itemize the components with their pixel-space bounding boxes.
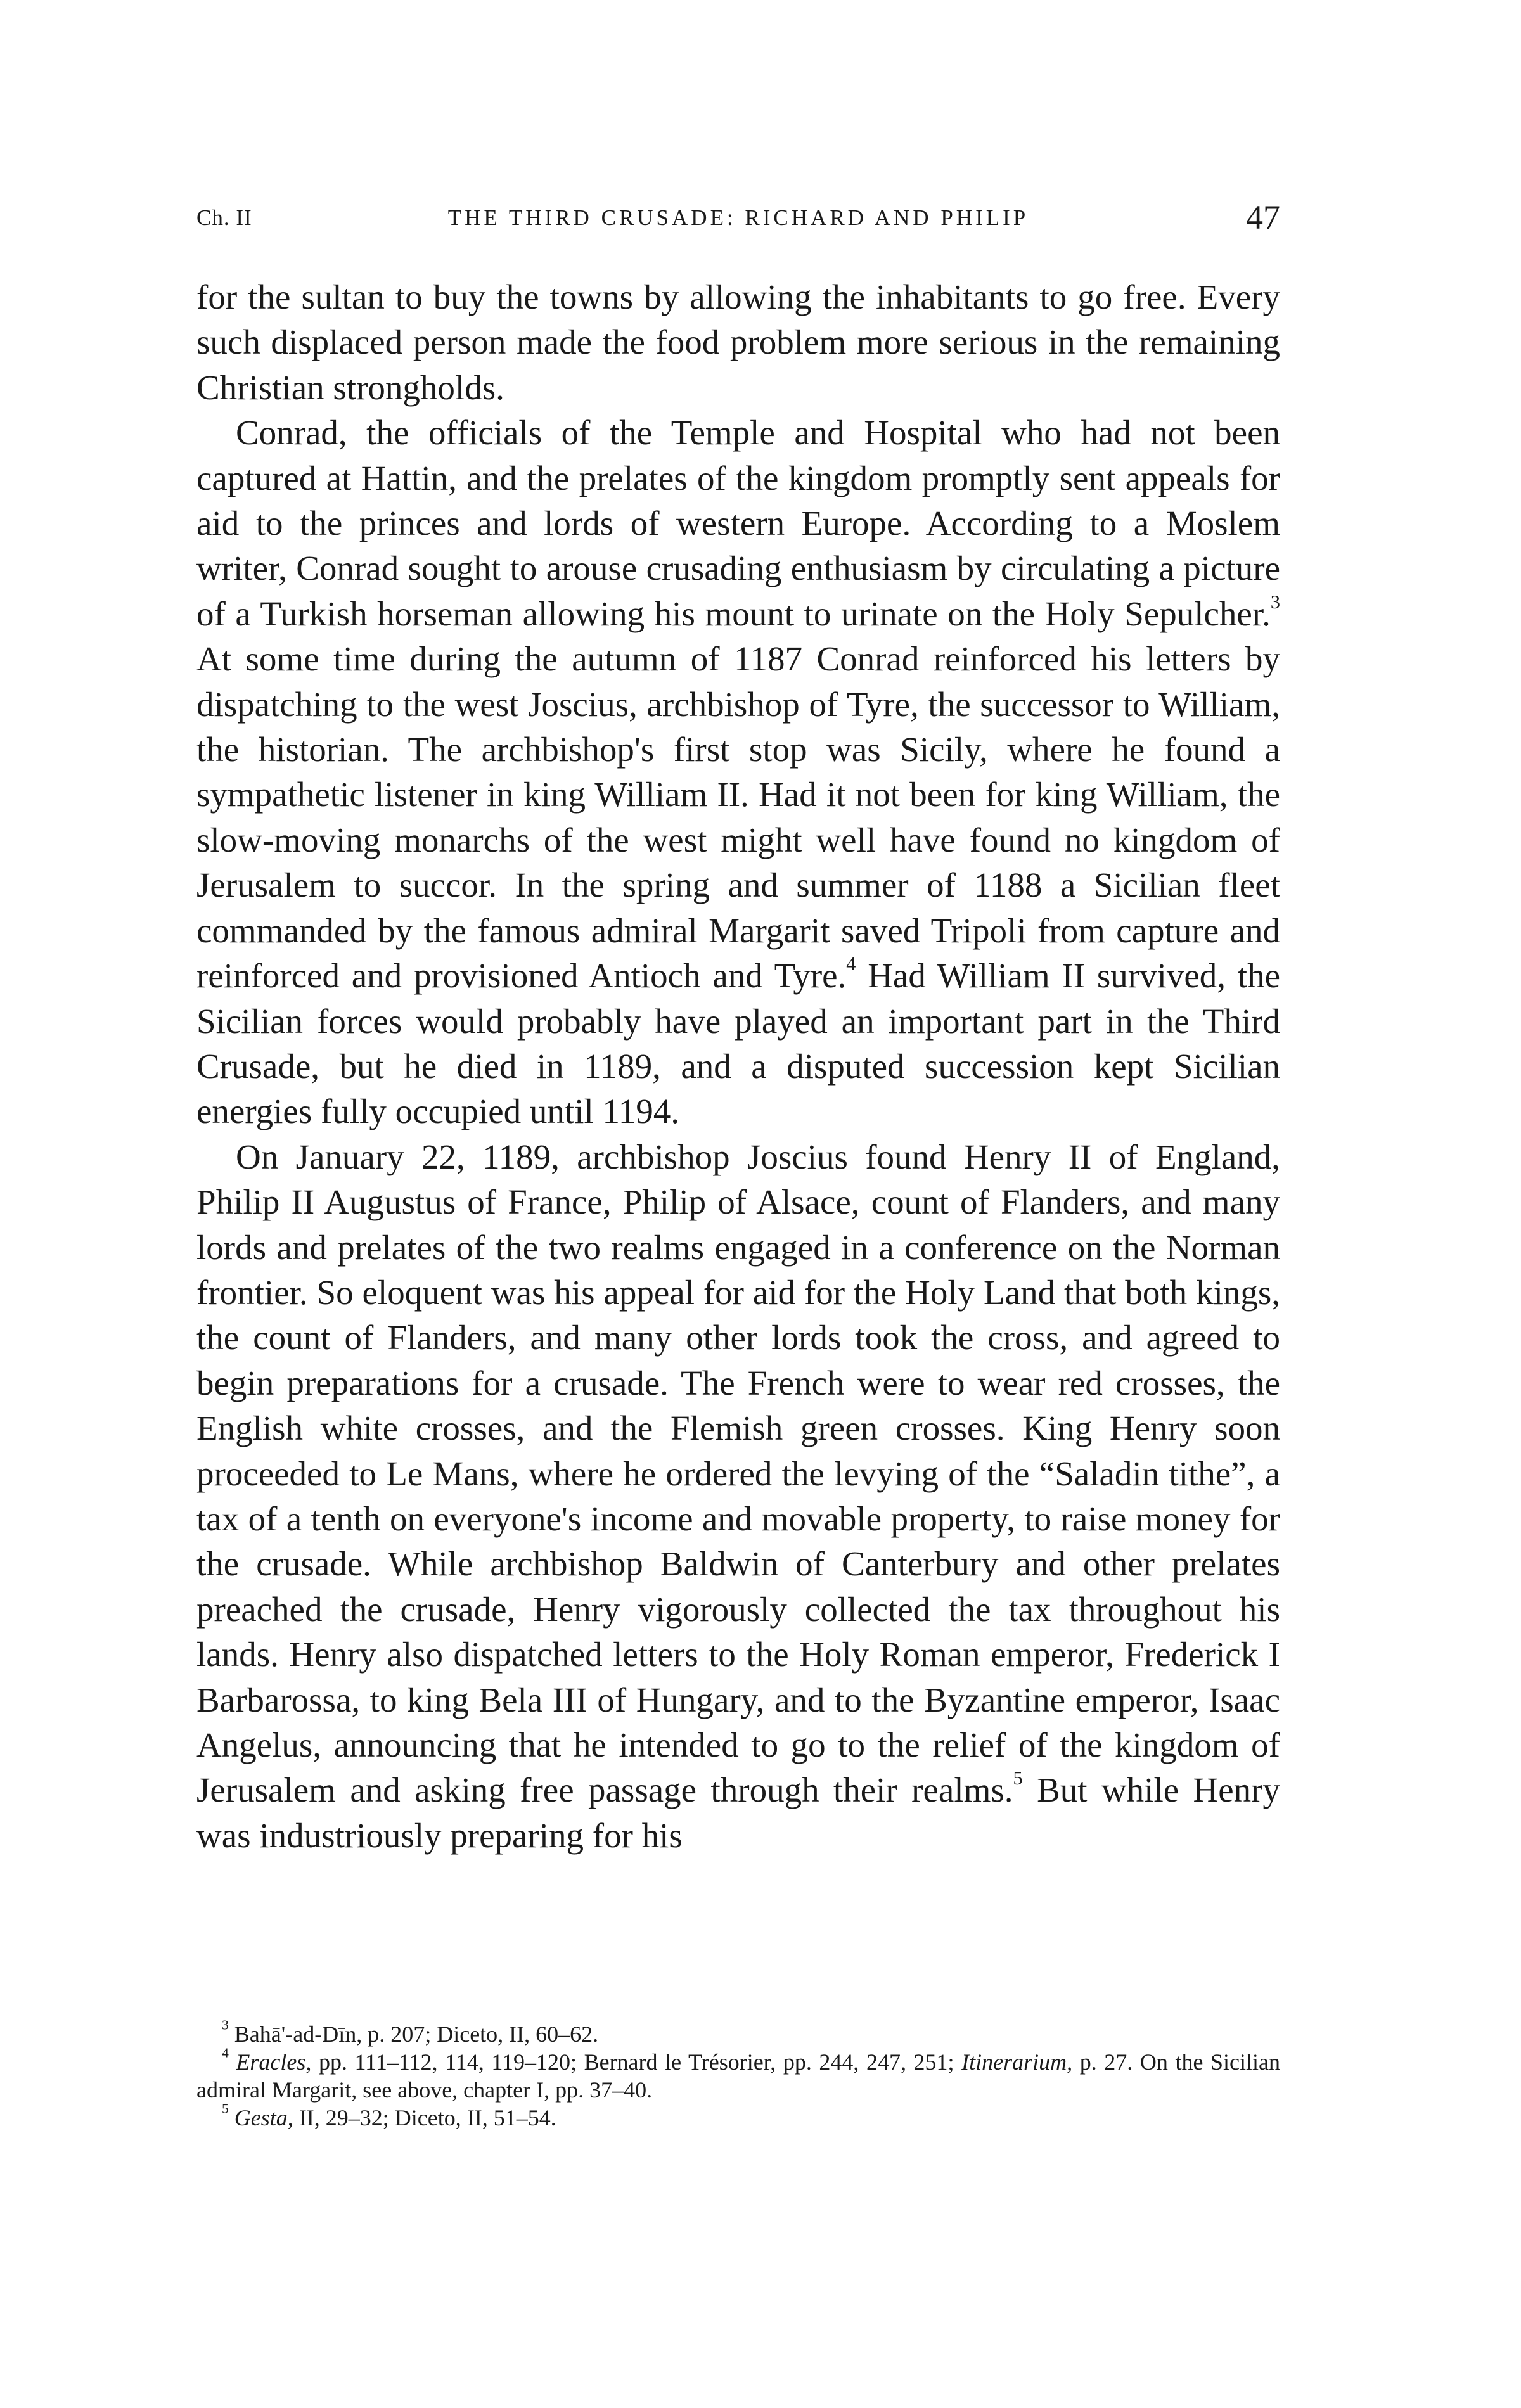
footnote-text: p. 27. On the Sicilian admiral Margarit, see above, chapter I, pp. 37–40. [196, 2049, 1281, 2103]
footnote-source-title: Eracles, [236, 2049, 312, 2075]
paragraph-3 [196, 1134, 1280, 1859]
footnote-text: Bahā'-ad-Dīn, p. 207; Diceto, II, 60–62. [228, 2021, 599, 2047]
footnote-mark: 4 [222, 2045, 229, 2061]
footnote-mark: 3 [222, 2017, 229, 2033]
footnote-4 [196, 2045, 1281, 2104]
paragraph-2-text-a: Conrad, the officials of the Temple and Hospital who had not been captured at Hattin, and the prelates of the kingdom promptly sent appeals for aid to the princes and lords of western Europe. According to a Moslem writer, Conrad sought to arouse crusading enthusiasm by circulating a picture of a Turkish horseman allowing his mount to urinate on the Holy Sepulcher. [196, 413, 1280, 633]
paragraph-2 [196, 410, 1280, 1134]
paragraph-3-text-a: On January 22, 1189, archbishop Joscius found Henry II of England, Philip II Augustus of France, Philip of Alsace, count of Flanders, and many lords and prelates of the two realms engaged in a conference on the Norman frontier. So eloquent was his appeal for aid for the Holy Land that both kings, the count of Flanders, and many other lords took the cross, and agreed to begin preparations for a crusade. The French were to wear red crosses, the English white crosses, and the Flemish green crosses. King Henry soon proceeded to Le Mans, where he ordered the levying of the “Saladin tithe”, a tax of a tenth on everyone's income and movable property, to raise money for the crusade. While archbishop Baldwin of Canterbury and other prelates preached the crusade, Henry vigorously collected the tax throughout his lands. Henry also dispatched letters to the Holy Roman emperor, Frederick I Barbarossa, to king Bela III of Hungary, and to the Byzantine emperor, Isaac Angelus, announcing that he intended to go to the relief of the kingdom of Jerusalem and asking free passage through their realms. [196, 1137, 1280, 1810]
paragraph-1 [196, 274, 1280, 410]
footnote-source-title: Gesta, [234, 2105, 293, 2130]
footnote-3 [196, 2017, 1280, 2048]
footnote-mark: 5 [222, 2101, 229, 2117]
running-head [196, 198, 1280, 240]
footnote-5 [196, 2101, 1280, 2132]
footnote-text: pp. 111–112, 114, 119–120; Bernard le Trésorier, pp. 244, 247, 251; [311, 2049, 962, 2075]
paragraph-2-text-c: Had William II survived, the Sicilian forces would probably have played an important part in the Third Crusade, but he died in 1189, and a disputed succession kept Sicilian energies fully occupied until 1194. [196, 956, 1280, 1131]
page-number: 47 [1246, 198, 1280, 236]
footnote-ref-4[interactable]: 4 [846, 952, 856, 975]
paragraph-3-text-b: But while Henry was industriously preparing for his [196, 1771, 1280, 1855]
footnote-ref-5[interactable]: 5 [1013, 1767, 1023, 1790]
footnote-text: II, 29–32; Diceto, II, 51–54. [293, 2105, 556, 2130]
book-page [196, 0, 1280, 2408]
footnotes [196, 2017, 1281, 2132]
footnote-source-title: Itinerarium, [961, 2049, 1073, 2075]
running-title: THE THIRD CRUSADE: RICHARD AND PHILIP [447, 205, 1029, 230]
paragraph-2-text-b: At some time during the autumn of 1187 Conrad reinforced his letters by dispatching to the west Joscius, archbishop of Tyre, the successor to William, the historian. The archbishop's first stop was Sicily, where he found a sympathetic listener in king William II. Had it not been for king William, the slow-moving monarchs of the west might well have found no kingdom of Jerusalem to succor. In the spring and summer of 1188 a Sicilian fleet commanded by the famous admiral Margarit saved Tripoli from capture and reinforced and provisioned Antioch and Tyre. [196, 639, 1280, 996]
chapter-label: Ch. II [196, 205, 252, 230]
paragraph-1-text: for the sultan to buy the towns by allowing the inhabitants to go free. Every such displaced person made the food problem more serious in the remaining Christian strongholds. [196, 278, 1280, 407]
footnote-ref-3[interactable]: 3 [1270, 591, 1280, 613]
body-text [196, 274, 1280, 1858]
